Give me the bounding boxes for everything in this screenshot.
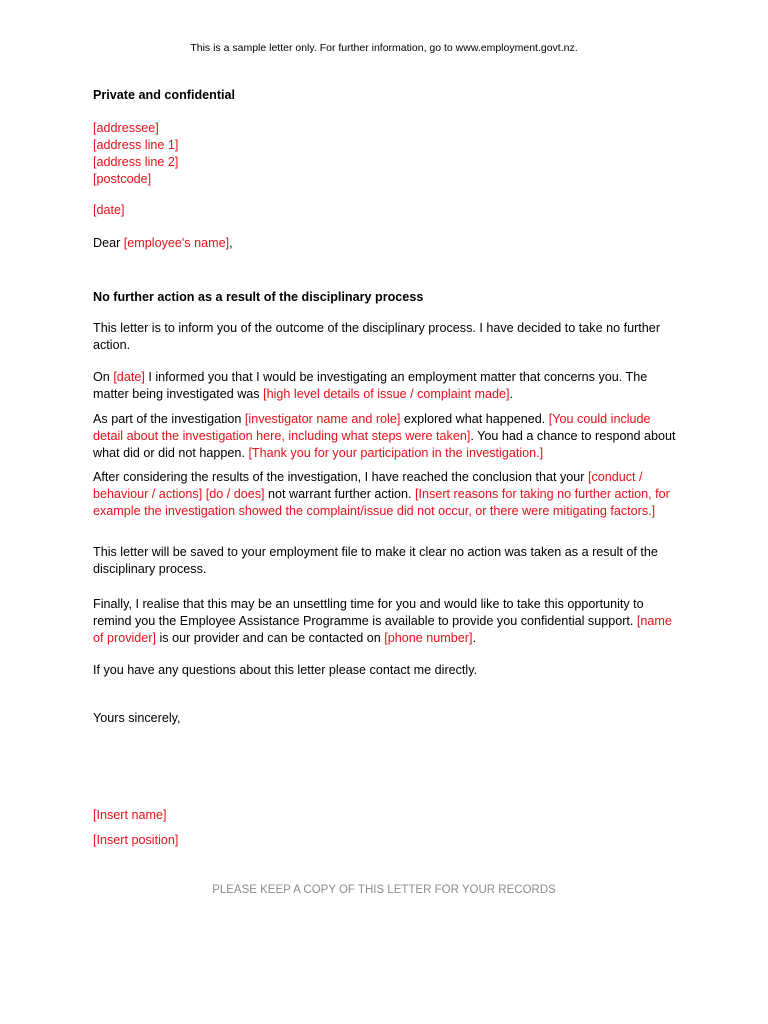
addressee-line: [addressee] [93, 121, 159, 135]
address-line-2: [address line 2] [93, 155, 179, 169]
paragraph-questions: If you have any questions about this letter please contact me directly. [93, 663, 478, 677]
postcode-line: [postcode] [93, 172, 152, 186]
signature-name: [Insert name] [93, 808, 167, 822]
letter-date: [date] [93, 203, 125, 217]
private-confidential-heading: Private and confidential [93, 88, 236, 102]
paragraph-employment-file: This letter will be saved to your employment file to make it clear no action was taken as a result of the disciplinary process. [93, 545, 658, 576]
letter-subject: No further action as a result of the disciplinary process [93, 290, 424, 304]
thank-you-placeholder: [Thank you for your participation in the investigation.] [248, 446, 544, 460]
addressee-block [93, 120, 683, 188]
sample-letter-notice: This is a sample letter only. For further information, go to www.employment.govt.nz. [190, 42, 578, 54]
address-line-1: [address line 1] [93, 138, 179, 152]
salutation: Dear [employee's name], [93, 236, 233, 250]
paragraph-investigation-process: As part of the investigation [investigator name and role] explored what happened. [You could include detail about the investigation here, including what steps were taken]. You had a chance to respond about what did or did not happen. [Thank you for your participation in the investigation.] [93, 412, 676, 460]
closing: Yours sincerely, [93, 711, 181, 725]
reasons-placeholder: [Insert reasons for taking no further action, for example the investigation showed the complaint/issue did not occur, or there were mitigating factors.] [93, 487, 670, 518]
signature-position: [Insert position] [93, 833, 179, 847]
phone-placeholder: [phone number] [384, 631, 473, 645]
investigator-placeholder: [investigator name and role] [244, 412, 401, 426]
do-does-placeholder: [do / does] [205, 487, 265, 501]
conduct-placeholder: [conduct / behaviour / actions] [93, 470, 643, 501]
date-placeholder: [date] [113, 370, 145, 384]
investigation-detail-placeholder: [You could include detail about the investigation here, including what steps were taken] [93, 412, 651, 443]
provider-placeholder: [name of provider] [93, 614, 672, 645]
paragraph-outcome: This letter is to inform you of the outcome of the disciplinary process. I have decided to take no further action. [93, 321, 661, 352]
paragraph-conclusion: After considering the results of the investigation, I have reached the conclusion that your [conduct / behaviour / actions] [do / does] not warrant further action. [Insert reasons for taking no further action, for example the investigation showed the complaint/issue did not occur, or there were mitigating factors.] [93, 470, 670, 518]
records-reminder: PLEASE KEEP A COPY OF THIS LETTER FOR YOUR RECORDS [212, 884, 556, 896]
issue-details-placeholder: [high level details of issue / complaint made] [263, 387, 510, 401]
paragraph-support: Finally, I realise that this may be an unsettling time for you and would like to take this opportunity to remind you the Employee Assistance Programme is available to provide you confidential support. [name of provider] is our provider and can be contacted on [phone number]. [93, 597, 672, 645]
employee-name-placeholder: [employee's name] [123, 236, 230, 250]
paragraph-investigation-notice: On [date] I informed you that I would be investigating an employment matter that concerns you. The matter being investigated was [high level details of issue / complaint made]. [93, 370, 648, 401]
